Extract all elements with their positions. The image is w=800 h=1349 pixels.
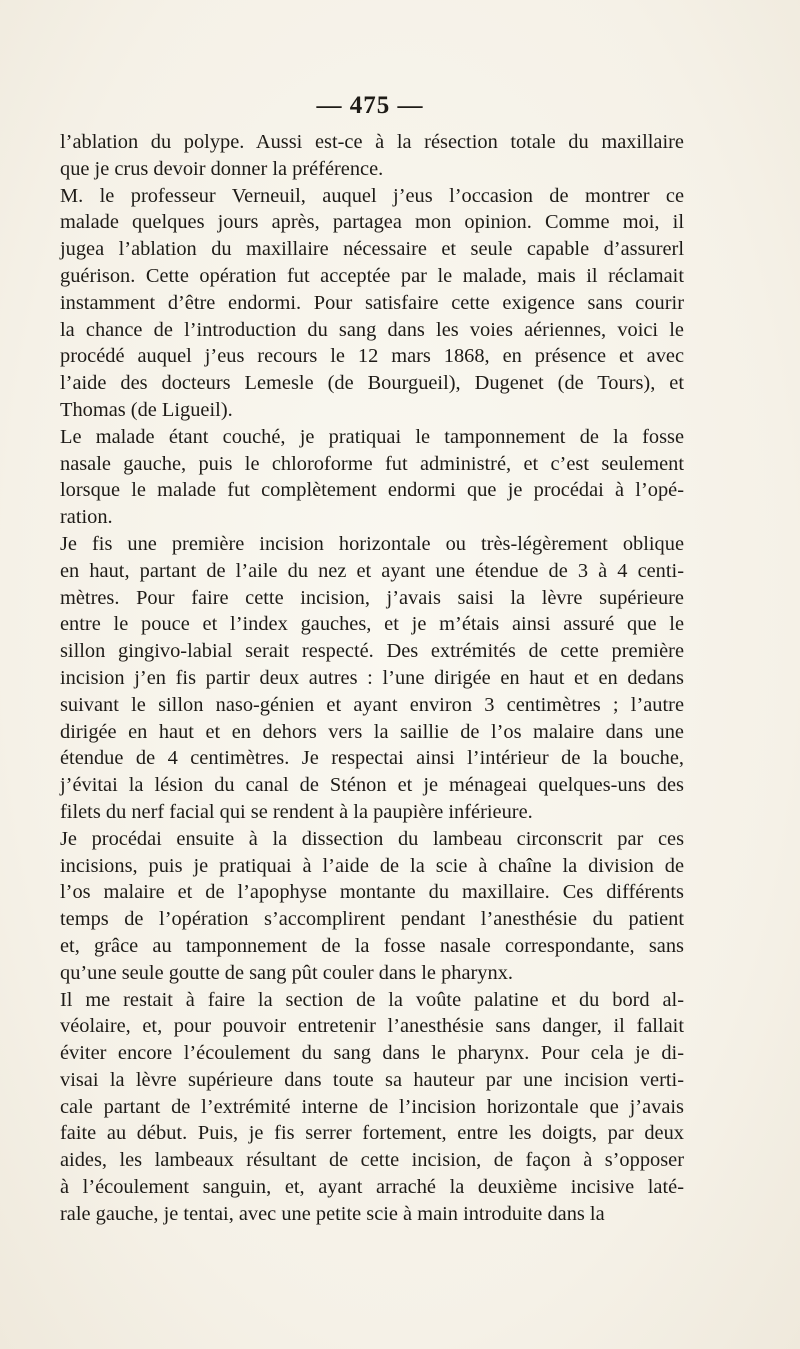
paragraph (60, 129, 684, 183)
text-line: ration. (60, 506, 113, 529)
text-line: suivant le sillon naso-génien et ayant environ 3 centimètres ; l’autre (60, 693, 684, 716)
text-line: Je fis une première incision horizontale ou très-légèrement oblique (60, 532, 684, 555)
page-number: — 475 — (316, 92, 424, 119)
text-line: véolaire, et, pour pouvoir entretenir l’anesthésie sans danger, il fallait (60, 1015, 684, 1038)
text-line: la chance de l’introduction du sang dans les voies aériennes, voici le (60, 318, 684, 341)
text-line: étendue de 4 centimètres. Je respectai ainsi l’intérieur de la bouche, (60, 747, 684, 770)
text-line: faite au début. Puis, je fis serrer fortement, entre les doigts, par deux (60, 1122, 684, 1145)
text-line: jugea l’ablation du maxillaire nécessaire et seule capable d’assurerl (60, 238, 684, 261)
paragraph (60, 183, 684, 424)
text-line: rale gauche, je tentai, avec une petite scie à main introduite dans la (60, 1202, 605, 1225)
text-line: entre le pouce et l’index gauches, et je m’étais ainsi assuré que le (60, 613, 684, 636)
text-line: à l’écoulement sanguin, et, ayant arraché la deuxième incisive laté- (60, 1176, 684, 1199)
text-line: qu’une seule goutte de sang pût couler dans le pharynx. (60, 961, 513, 984)
text-line: l’os malaire et de l’apophyse montante du maxillaire. Ces différents (60, 881, 684, 904)
paragraph (60, 424, 684, 531)
text-line: Je procédai ensuite à la dissection du lambeau circonscrit par ces (60, 827, 684, 850)
paragraph (60, 531, 684, 826)
text-line: guérison. Cette opération fut acceptée par le malade, mais il réclamait (60, 264, 684, 287)
text-line: incisions, puis je pratiquai à l’aide de la scie à chaîne la division de (60, 854, 684, 877)
paragraph (60, 987, 684, 1228)
text-line: temps de l’opération s’accomplirent pendant l’anesthésie du patient (60, 908, 684, 931)
text-line: visai la lèvre supérieure dans toute sa hauteur par une incision verti- (60, 1068, 684, 1091)
text-line: sillon gingivo-labial serait respecté. Des extrémités de cette première (60, 640, 684, 663)
text-line: lorsque le malade fut complètement endormi que je procédai à l’opé- (60, 479, 684, 502)
text-line: mètres. Pour faire cette incision, j’avais saisi la lèvre supérieure (60, 586, 684, 609)
text-line: procédé auquel j’eus recours le 12 mars 1868, en présence et avec (60, 345, 684, 368)
text-line: aides, les lambeaux résultant de cette incision, de façon à s’opposer (60, 1149, 684, 1172)
text-line: et, grâce au tamponnement de la fosse nasale correspondante, sans (60, 934, 684, 957)
text-line: M. le professeur Verneuil, auquel j’eus l’occasion de montrer ce (60, 184, 684, 207)
body-text (60, 129, 684, 1228)
text-line: instamment d’être endormi. Pour satisfaire cette exigence sans courir (60, 291, 684, 314)
text-line: Il me restait à faire la section de la voûte palatine et du bord al- (60, 988, 684, 1011)
paragraph (60, 826, 684, 987)
text-line: l’aide des docteurs Lemesle (de Bourgueil), Dugenet (de Tours), et (60, 372, 684, 395)
text-line: j’évitai la lésion du canal de Sténon et je ménageai quelques-uns des (60, 774, 684, 797)
text-line: Le malade étant couché, je pratiquai le tamponnement de la fosse (60, 425, 684, 448)
text-line: cale partant de l’extrémité interne de l’incision horizontale que j’avais (60, 1095, 684, 1118)
text-line: incision j’en fis partir deux autres : l’une dirigée en haut et en dedans (60, 666, 684, 689)
text-line: l’ablation du polype. Aussi est-ce à la résection totale du maxillaire (60, 131, 684, 153)
text-line: filets du nerf facial qui se rendent à la paupière inférieure. (60, 800, 533, 823)
text-line: malade quelques jours après, partagea mon opinion. Comme moi, il (60, 211, 684, 234)
text-line: nasale gauche, puis le chloroforme fut administré, et c’est seulement (60, 452, 684, 475)
text-line: que je crus devoir donner la préférence. (60, 157, 384, 180)
text-line: dirigée en haut et en dehors vers la saillie de l’os malaire dans une (60, 720, 684, 743)
text-line: Thomas (de Ligueil). (60, 398, 233, 421)
text-line: éviter encore l’écoulement du sang dans le pharynx. Pour cela je di- (60, 1042, 684, 1065)
text-line: en haut, partant de l’aile du nez et ayant une étendue de 3 à 4 centi- (60, 559, 684, 582)
